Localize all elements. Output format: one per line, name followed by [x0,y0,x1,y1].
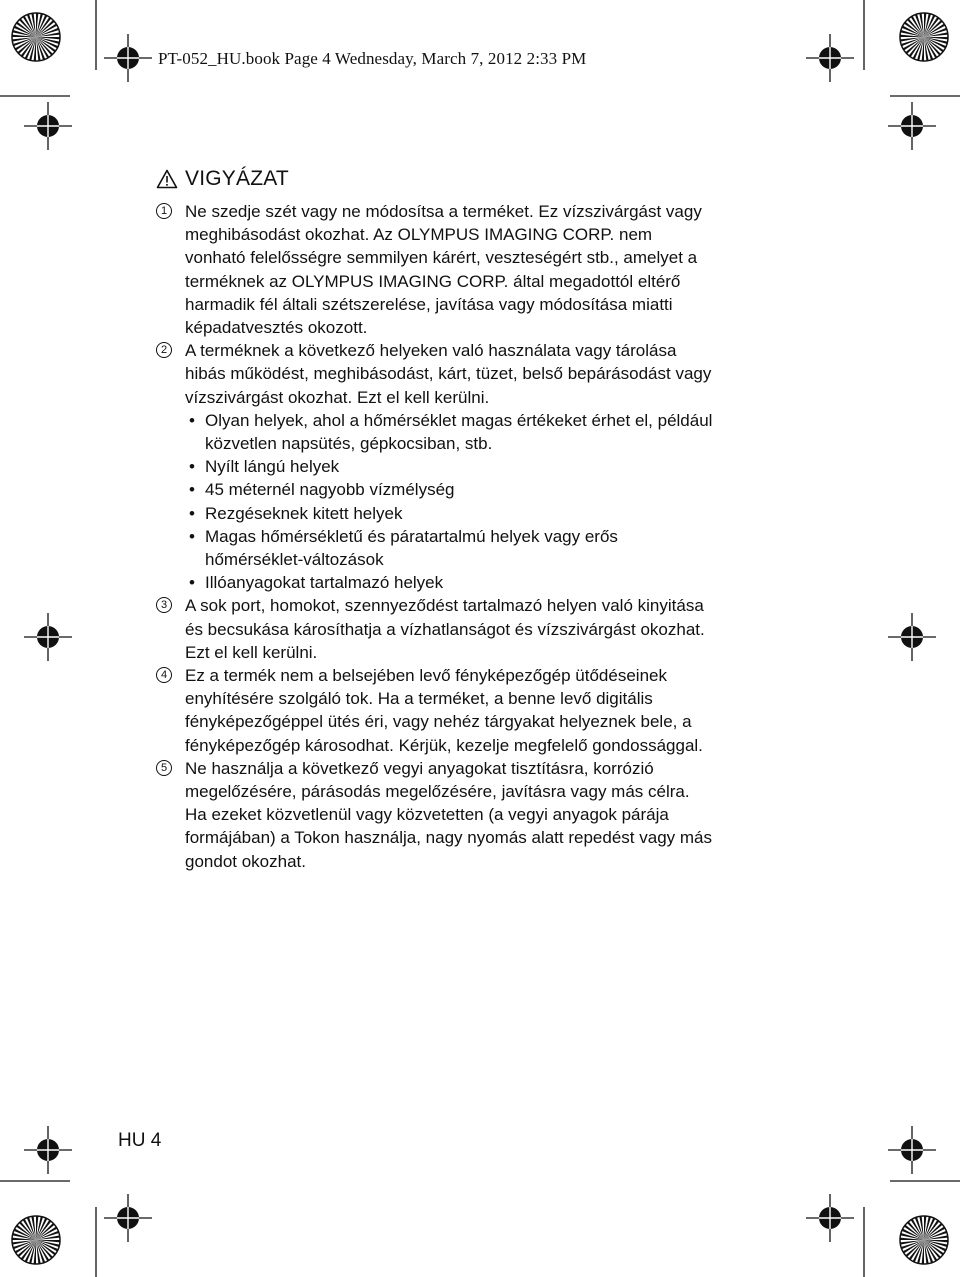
item-text-line: gondot okozhat. [185,851,306,871]
bullet-dot-icon: • [189,526,195,546]
item-text-line: vonható felelősségre semmilyen kárért, veszteségért stb., amelyet a [185,248,698,268]
crosshair-registration-icon [24,102,72,150]
starburst-registration-icon [900,13,948,61]
bullet-text-line: Magas hőmérsékletű és páratartalmú helyek vagy erős [205,526,618,546]
bullet-text-line: 45 méternél nagyobb vízmélység [205,480,455,500]
crosshair-registration-icon [24,1126,72,1174]
item-text-line: fényképezőgéppel ütés éri, vagy nehéz tárgyakat helyeznek bele, a [185,712,692,732]
starburst-registration-icon [12,13,60,61]
item-text-line: vízszivárgást okozhat. Ezt el kell kerülni. [185,387,490,407]
crosshair-registration-icon [104,34,152,82]
item-text-line: enyhítésére szolgáló tok. Ha a terméket, a benne levő digitális [185,689,653,709]
item-text-line: A terméknek a következő helyeken való használata vagy tárolása [185,341,677,361]
bullet-item [185,502,796,525]
bullet-dot-icon: • [189,457,195,477]
print-header-slug: PT-052_HU.book Page 4 Wednesday, March 7, 2012 2:33 PM [158,49,587,68]
bullet-dot-icon: • [189,410,195,430]
warning-list [156,200,796,873]
crosshair-registration-icon [888,1126,936,1174]
bullet-text-line: hőmérséklet-változások [205,550,384,570]
item-text-line: Ne használja a következő vegyi anyagokat tisztításra, korrózió [185,758,654,778]
item-text-line: Ezt el kell kerülni. [185,642,318,662]
item-text-line: képadatvesztés okozott. [185,318,368,338]
crosshair-registration-icon [888,613,936,661]
warning-item [156,757,796,873]
bullet-text-line: Olyan helyek, ahol a hőmérséklet magas értékeket érhet el, például [205,410,713,430]
starburst-registration-icon [900,1216,948,1264]
item-text-line: A sok port, homokot, szennyeződést tartalmazó helyen való kinyitása [185,596,704,616]
page-number: HU 4 [118,1130,162,1151]
warning-item [156,339,796,594]
bullet-text-line: Nyílt lángú helyek [205,457,340,477]
item-text-line: harmadik fél általi szétszerelése, javítása vagy módosítása miatti [185,294,673,314]
bullet-item [185,409,796,455]
bullet-item [185,455,796,478]
item-text-line: meghibásodást okozhat. Az OLYMPUS IMAGING CORP. nem [185,225,653,245]
bullet-text-line: Illóanyagokat tartalmazó helyek [205,573,444,593]
starburst-registration-icon [12,1216,60,1264]
item-text-line: és becsukása károsíthatja a vízhatlanságot és vízszivárgást okozhat. [185,619,705,639]
item-text-line: formájában) a Tokon használja, nagy nyomás alatt repedést vagy más [185,828,712,848]
bullet-text-line: közvetlen napsütés, gépkocsiban, stb. [205,434,493,454]
crosshair-registration-icon [24,613,72,661]
item-text-line: Ne szedje szét vagy ne módosítsa a terméket. Ez vízszivárgást vagy [185,202,702,221]
section-heading [156,166,796,192]
item-text-line: Ez a termék nem a belsejében levő fényképezőgép ütődéseinek [185,666,667,686]
circled-number: 3 [156,597,172,613]
warning-item [156,200,796,339]
bullet-item [185,525,796,571]
warning-item [156,664,796,757]
warning-item [156,594,796,664]
circled-number: 5 [156,760,172,776]
crosshair-registration-icon [104,1194,152,1242]
circled-number: 4 [156,667,172,683]
warning-section [156,166,796,873]
bullet-item [185,478,796,501]
section-title: VIGYÁZAT [185,167,289,190]
circled-number: 1 [156,203,172,219]
warning-triangle-icon [156,169,178,189]
crosshair-registration-icon [806,34,854,82]
bullet-text-line: Rezgéseknek kitett helyek [205,503,403,523]
item-text-line: fényképezőgép károsodhat. Kérjük, kezelje megfelelő gondossággal. [185,735,703,755]
item-text-line: hibás működést, meghibásodást, kárt, tüzet, belső bepárásodást vagy [185,364,712,384]
bullet-dot-icon: • [189,480,195,500]
circled-number: 2 [156,342,172,358]
item-text-line: Ha ezeket közvetlenül vagy közvetetten (a vegyi anyagok párája [185,805,669,825]
item-text-line: megelőzésére, párásodás megelőzésére, javításra vagy más célra. [185,782,690,802]
bullet-dot-icon: • [189,573,195,593]
bullet-dot-icon: • [189,503,195,523]
crosshair-registration-icon [806,1194,854,1242]
bullet-item [185,571,796,594]
crosshair-registration-icon [888,102,936,150]
bullet-list [185,409,796,595]
item-text-line: terméknek az OLYMPUS IMAGING CORP. által megadottól eltérő [185,271,681,291]
